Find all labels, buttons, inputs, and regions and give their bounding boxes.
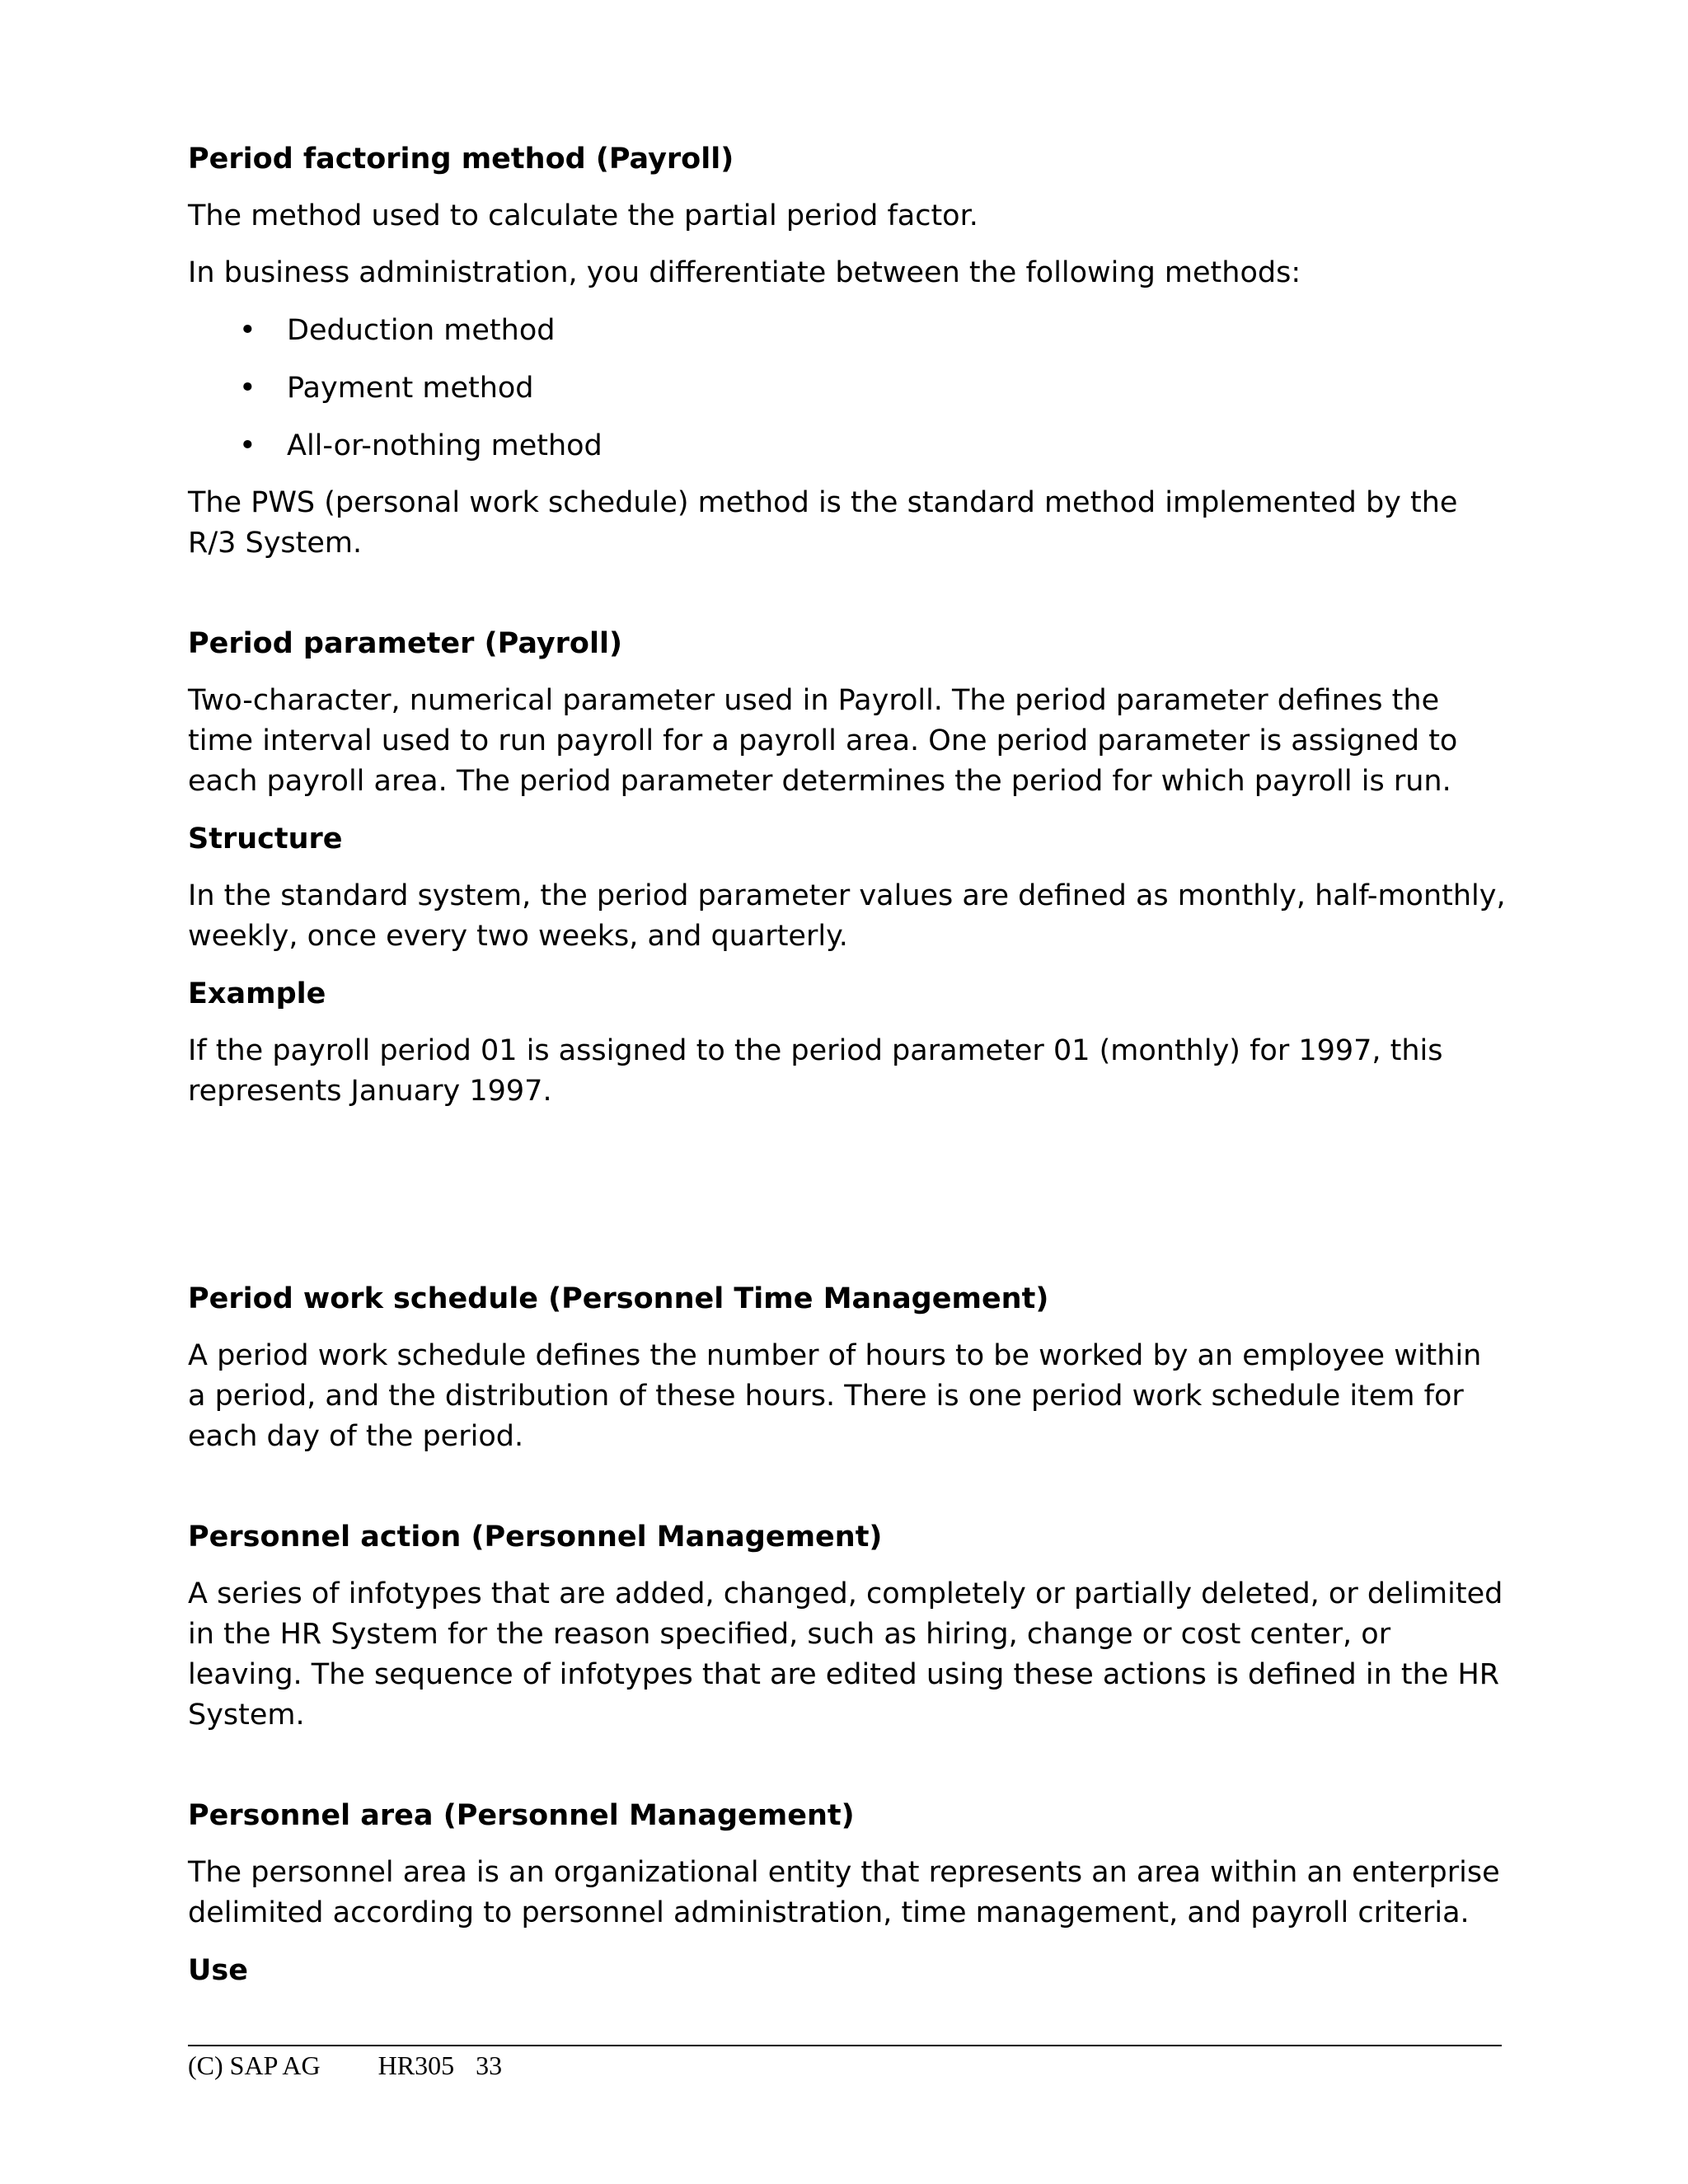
glossary-content: [188, 138, 1507, 1991]
list-item: [188, 310, 1507, 351]
section-heading: Personnel action (Personnel Management): [188, 1521, 883, 1554]
section-heading: Period work schedule (Personnel Time Management): [188, 1282, 1049, 1315]
subheading-use: Use: [188, 1954, 248, 1987]
section-heading: Period factoring method (Payroll): [188, 143, 734, 176]
list-item-text: Deduction method: [287, 314, 556, 347]
list-item: [188, 368, 1507, 409]
footer-divider: [188, 2045, 1502, 2046]
section-period-work-schedule: [188, 1278, 1507, 1457]
list-item-text: All-or-nothing method: [287, 429, 603, 462]
section-paragraph: The method used to calculate the partial period factor.: [188, 199, 978, 232]
section-paragraph: Two-character, numerical parameter used in Payroll. The period parameter defines the time interval used to run payroll for a payroll area. One period parameter is assigned to each payroll area. The period parameter determines the period for which payroll is run.: [188, 684, 1458, 798]
page-footer: [188, 2049, 502, 2082]
section-paragraph: A period work schedule defines the number of hours to be worked by an employee within a period, and the distribution of these hours. There is one period work schedule item for each day of the period.: [188, 1339, 1482, 1453]
section-paragraph: A series of infotypes that are added, changed, completely or partially deleted, or delimited in the HR System for the reason specified, such as hiring, change or cost center, or leaving. The sequence of infotypes that are edited using these actions is defined in the HR System.: [188, 1577, 1503, 1732]
section-paragraph: In the standard system, the period parameter values are defined as monthly, half-monthly, weekly, once every two weeks, and quarterly.: [188, 879, 1506, 953]
list-item: [188, 425, 1507, 466]
section-personnel-area: [188, 1795, 1507, 1991]
section-paragraph: In business administration, you differentiate between the following methods:: [188, 256, 1301, 289]
bullet-icon: •: [239, 429, 256, 462]
section-paragraph: If the payroll period 01 is assigned to the period parameter 01 (monthly) for 1997, this represents January 1997.: [188, 1034, 1443, 1108]
section-period-factoring-method: [188, 138, 1507, 564]
section-paragraph: The personnel area is an organizational entity that represents an area within an enterprise delimited according to personnel administration, time management, and payroll criteria.: [188, 1856, 1500, 1929]
bullet-icon: •: [239, 314, 256, 347]
section-heading: Period parameter (Payroll): [188, 627, 622, 660]
list-item-text: Payment method: [287, 372, 534, 405]
footer-copyright: (C) SAP AG: [188, 2050, 321, 2080]
methods-bullet-list: [188, 310, 1507, 466]
section-personnel-action: [188, 1516, 1507, 1736]
footer-page-number: 33: [476, 2050, 503, 2080]
section-paragraph: The PWS (personal work schedule) method is the standard method implemented by the R/3 System.: [188, 486, 1458, 560]
subheading-example: Example: [188, 977, 326, 1010]
bullet-icon: •: [239, 372, 256, 405]
subheading-structure: Structure: [188, 823, 343, 855]
footer-course-code: HR305: [377, 2050, 455, 2080]
section-heading: Personnel area (Personnel Management): [188, 1799, 855, 1832]
section-period-parameter: [188, 623, 1507, 1112]
